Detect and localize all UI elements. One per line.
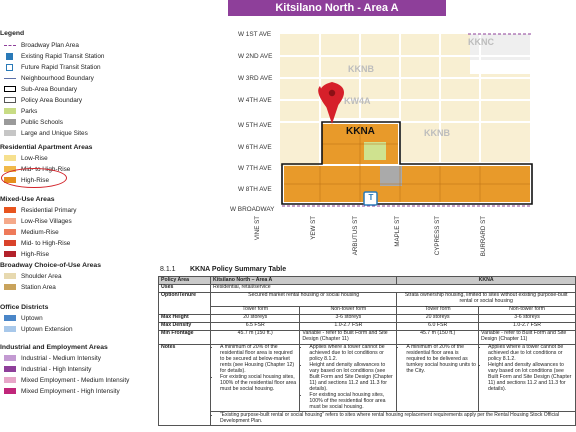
legend-item-label: Future Rapid Transit Station <box>21 63 101 71</box>
legend-item-label: Uptown <box>21 314 43 322</box>
line-icon <box>4 78 16 79</box>
color-swatch-icon <box>4 207 16 213</box>
legend-item <box>4 129 88 137</box>
legend-heading-office: Office Districts <box>0 304 49 311</box>
park-block <box>364 142 386 160</box>
option-a-cell: Secured market rental housing or social housing <box>211 292 397 306</box>
avenue-label: W 5TH AVE <box>238 122 272 129</box>
notes-cell <box>397 344 479 412</box>
legend-item-label: High-Rise <box>21 250 50 258</box>
area-label-kknb-right: KKNB <box>424 128 450 138</box>
legend-item-label: Industrial - Medium Intensity <box>21 354 101 362</box>
area-name-cell: Kitsilano North – Area A <box>211 277 397 285</box>
street-label: MAPLE ST <box>394 216 401 247</box>
section-number: 8.1.1 <box>160 266 176 273</box>
school-block <box>380 166 402 186</box>
notes-cell <box>211 344 300 412</box>
highlight-ring <box>1 168 67 188</box>
color-swatch-icon <box>4 284 16 290</box>
legend-item <box>4 52 104 60</box>
note-item: • A minimum of 20% of the residential floor area is required to be delivered as turnkey social housing units to the City. <box>406 345 476 375</box>
legend-item <box>4 41 79 49</box>
avenue-label: W 2ND AVE <box>238 53 273 60</box>
color-swatch-icon <box>4 240 16 246</box>
row-header: Max Density <box>159 322 211 330</box>
table-cell: 20 storeys <box>397 314 479 322</box>
note-item: • Height and density allowances to vary based on lot conditions (see Built Form and Site Design (Chapter 11) and sections 11.2 and 11.3 for details). <box>309 363 394 393</box>
avenue-label: W 8TH AVE <box>238 186 272 193</box>
uses-cell: Residential, retail/service <box>211 284 576 292</box>
legend-item-label: Low-Rise <box>21 154 48 162</box>
table-row <box>159 306 576 314</box>
policy-summary-table <box>158 276 576 426</box>
form-cell: Tower form <box>211 306 300 314</box>
legend-item-label: Neighbourhood Boundary <box>21 74 94 82</box>
avenue-label: W 7TH AVE <box>238 165 272 172</box>
legend-item <box>4 154 48 162</box>
legend-heading-industrial: Industrial and Employment Areas <box>0 344 108 351</box>
legend-item-label: Large and Unique Sites <box>21 129 88 137</box>
footnote-cell <box>211 412 576 426</box>
row-header: Notes <box>159 344 211 425</box>
legend-item <box>4 96 82 104</box>
color-swatch-icon <box>4 251 16 257</box>
color-swatch-icon <box>4 108 16 114</box>
legend-item <box>4 118 63 126</box>
note-item: • A minimum of 20% of the residential floor area is required to be secured at below-market rents (see Housing (Chapter 12) for details). <box>220 345 297 375</box>
form-cell: Tower form <box>397 306 479 314</box>
page-title: Kitsilano North - Area A <box>228 0 446 16</box>
legend-heading-broadway: Broadway Choice-of-Use Areas <box>0 262 101 269</box>
street-label: CYPRESS ST <box>434 216 441 256</box>
legend-item <box>4 365 91 373</box>
legend-item-label: Public Schools <box>21 118 63 126</box>
color-swatch-icon <box>4 377 16 383</box>
legend-item <box>4 325 73 333</box>
footnote: • “Existing purpose-built rental or social housing” refers to sites where rental housing replacement requirements apply per the Rental Housing Stock Official Development Plan. <box>220 413 573 425</box>
table-row <box>159 292 576 306</box>
legend-item <box>4 217 72 225</box>
legend-item-label: Mid- to High-Rise <box>21 239 71 247</box>
boundary-box-icon <box>4 86 16 92</box>
table-cell: 3-6 storeys <box>479 314 576 322</box>
context-block-west <box>280 118 320 166</box>
table-cell: Variable - refer to Built Form and Site Design (Chapter 11) <box>479 330 576 344</box>
legend-item <box>4 354 101 362</box>
avenue-label: W 1ST AVE <box>238 31 272 38</box>
legend-item <box>4 74 94 82</box>
legend-heading-residential: Residential Apartment Areas <box>0 144 93 151</box>
avenue-label: W 6TH AVE <box>238 144 272 151</box>
row-header: Max Height <box>159 314 211 322</box>
station-glyph: T <box>368 193 374 202</box>
form-cell: Non-tower form <box>479 306 576 314</box>
note-item: • Height and density allowances to vary based on lot conditions (see Built Form and Site Design (Chapter 11) and sections 11.2 and 11.3 for details). <box>488 363 573 393</box>
legend-item-label: Shoulder Area <box>21 272 62 280</box>
table-row <box>159 412 576 426</box>
table-row <box>159 344 576 412</box>
form-cell: Non-tower form <box>300 306 397 314</box>
area-map <box>228 20 576 260</box>
table-cell: 3-6 storeys <box>300 314 397 322</box>
table-cell: 6.0 FSR <box>397 322 479 330</box>
notes-cell <box>300 344 397 412</box>
legend-item <box>4 239 70 247</box>
color-swatch-icon <box>4 119 16 125</box>
legend-item-label: Mid- to High-Rise <box>21 165 71 173</box>
street-label: BURRARD ST <box>480 216 487 257</box>
legend-item-label: Industrial - High Intensity <box>21 365 92 373</box>
street-label: ARBUTUS ST <box>352 216 359 256</box>
table-row <box>159 330 576 344</box>
legend-item <box>4 63 101 71</box>
row-header: Min Frontage <box>159 330 211 344</box>
color-swatch-icon <box>4 130 16 136</box>
color-swatch-icon <box>4 388 16 394</box>
color-swatch-icon <box>4 326 16 332</box>
legend-item <box>4 272 62 280</box>
avenue-label: W BROADWAY <box>230 206 275 213</box>
legend-item-label: Medium-Rise <box>21 228 59 236</box>
table-cell: Variable - refer to Built Form and Site Design (Chapter 11) <box>300 330 397 344</box>
legend-item-label: High-Rise <box>21 176 50 184</box>
area-code-cell: KKNA <box>397 277 576 285</box>
context-block-mid <box>280 74 530 118</box>
legend-item-label: Sub-Area Boundary <box>21 85 78 93</box>
legend-item-label: Uptown Extension <box>21 325 73 333</box>
notes-cell <box>479 344 576 412</box>
transit-station-icon <box>6 64 13 71</box>
legend-item <box>4 206 76 214</box>
area-label-kkna: KKNA <box>346 126 375 137</box>
color-swatch-icon <box>4 218 16 224</box>
table-cell: 20 storeys <box>211 314 300 322</box>
dashed-line-icon <box>4 45 16 46</box>
option-b-cell: Strata ownership housing, limited to sites without existing purpose-built rental or social housing <box>397 292 576 306</box>
street-label: VINE ST <box>254 216 261 241</box>
legend-heading-mixed: Mixed-Use Areas <box>0 196 55 203</box>
map-svg <box>228 20 576 260</box>
context-block-north <box>280 34 470 74</box>
legend-item <box>4 85 77 93</box>
note-item: • For existing social housing sites, 100% of the residential floor area must be social housing. <box>309 393 394 411</box>
color-swatch-icon <box>4 315 16 321</box>
row-header: Policy Area <box>159 277 211 285</box>
color-swatch-icon <box>4 355 16 361</box>
area-label-kknb-top: KKNB <box>348 64 374 74</box>
legend-item-label: Mixed Employment - Medium Intensity <box>21 376 130 384</box>
legend-item-label: Mixed Employment - High Intensity <box>21 387 120 395</box>
table-row <box>159 284 576 292</box>
legend-item-label: Residential Primary <box>21 206 77 214</box>
table-cell: 6.5 FSR <box>211 322 300 330</box>
note-item: • Applies where a tower cannot be achieved due to lot conditions or policy 8.1.2. <box>488 345 573 363</box>
legend-item <box>4 250 49 258</box>
table-cell: 1.0-2.7 FSR <box>300 322 397 330</box>
table-cell: 1.0-2.7 FSR <box>479 322 576 330</box>
legend-item <box>4 387 120 395</box>
color-swatch-icon <box>4 229 16 235</box>
avenue-label: W 3RD AVE <box>238 75 273 82</box>
legend-item <box>4 314 43 322</box>
color-swatch-icon <box>4 155 16 161</box>
boundary-box-icon <box>4 97 16 103</box>
context-block-east <box>400 118 530 162</box>
legend-item <box>4 228 59 236</box>
street-label: YEW ST <box>310 216 317 240</box>
table-row <box>159 277 576 285</box>
avenue-label: W 4TH AVE <box>238 97 272 104</box>
legend-item-label: Parks <box>21 107 38 115</box>
row-header: Option/Tenure <box>159 292 211 314</box>
note-item: • Applies where a tower cannot be achieved due to lot conditions or policy 8.1.2. <box>309 345 394 363</box>
area-label-kknc: KKNC <box>468 37 494 47</box>
row-header: Uses <box>159 284 211 292</box>
transit-station-icon <box>6 53 13 60</box>
note-item: • For existing social housing sites, 100% of the residential floor area must be social housing. <box>220 375 297 393</box>
legend-item-label: Policy Area Boundary <box>21 96 83 104</box>
legend-item-label: Existing Rapid Transit Station <box>21 52 105 60</box>
section-title: KKNA Policy Summary Table <box>190 266 287 273</box>
legend-item <box>4 107 37 115</box>
table-cell: 45.7 m (150 ft.) <box>211 330 300 344</box>
area-label-kw4a: KW4A <box>344 96 371 106</box>
legend-item <box>4 283 56 291</box>
color-swatch-icon <box>4 273 16 279</box>
table-row <box>159 314 576 322</box>
legend-item-label: Station Area <box>21 283 56 291</box>
legend-title: Legend <box>0 30 25 37</box>
table-cell: 45.7 m (150 ft.) <box>397 330 479 344</box>
table-row <box>159 322 576 330</box>
legend-item <box>4 376 129 384</box>
legend-item-label: Broadway Plan Area <box>21 41 79 49</box>
color-swatch-icon <box>4 366 16 372</box>
legend-item-label: Low-Rise Villages <box>21 217 72 225</box>
